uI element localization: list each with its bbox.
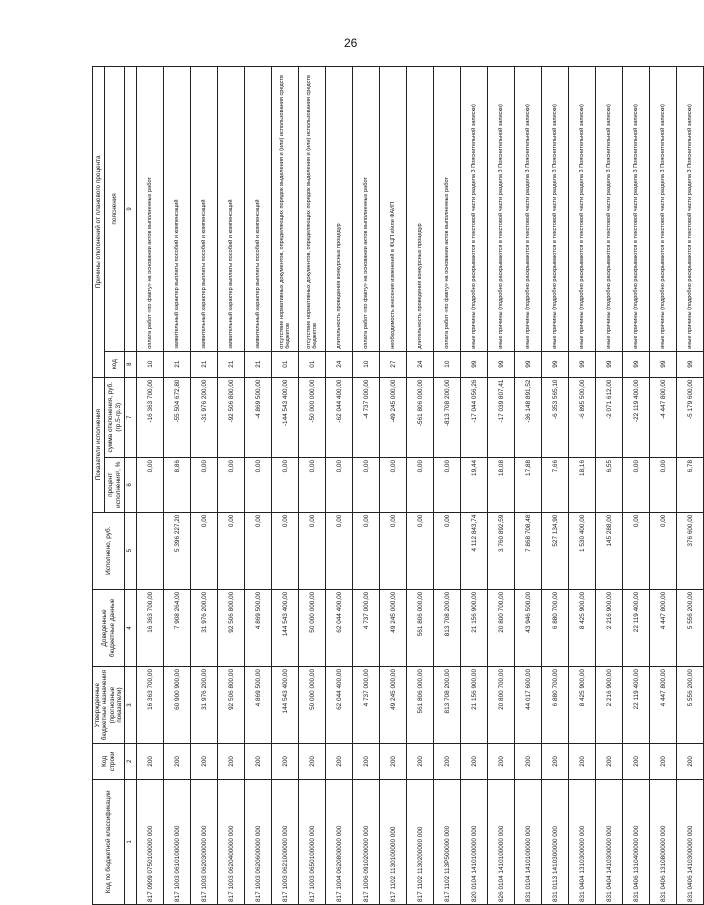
table-row <box>596 67 623 905</box>
cell-explanation: иные причины (подробно раскрываются в текстовой части раздела 3 Пояснительной записки) <box>542 67 569 352</box>
cell-percent: 0,00 <box>353 457 380 512</box>
cell-limits: 8 425 900,00 <box>569 589 596 666</box>
cell-deviation: -6 353 565,10 <box>542 377 569 457</box>
budget-deviation-table <box>92 66 704 905</box>
header-line: Код строки <box>93 744 125 779</box>
cell-reason-code: 99 <box>542 351 569 377</box>
table-row <box>380 67 407 905</box>
cell-code: 817 1102 1130100000 000 <box>380 779 407 904</box>
table-row <box>407 67 434 905</box>
cell-approved: 44 017 600,00 <box>515 667 542 744</box>
cell-deviation: -31 976 200,00 <box>191 377 218 457</box>
cell-explanation: иные причины (подробно раскрываются в текстовой части раздела 3 Пояснительной записки) <box>623 67 650 352</box>
header-approved: Утвержденные бюджетные назначения (прогнозные показатели) <box>93 667 125 744</box>
cell-reason-code: 99 <box>596 351 623 377</box>
cell-deviation: -4 869 500,00 <box>245 377 272 457</box>
table-row <box>542 67 569 905</box>
column-number: 3 <box>125 667 137 744</box>
cell-approved: 31 976 200,00 <box>191 667 218 744</box>
cell-limits: 16 363 700,00 <box>137 589 164 666</box>
cell-approved: 813 708 200,00 <box>434 667 461 744</box>
table-row <box>515 67 542 905</box>
cell-reason-code: 10 <box>353 351 380 377</box>
cell-approved: 561 806 000,00 <box>407 667 434 744</box>
cell-approved: 2 216 900,00 <box>596 667 623 744</box>
cell-percent: 7,66 <box>542 457 569 512</box>
cell-explanation: иные причины (подробно раскрываются в текстовой части раздела 3 Пояснительной записки) <box>677 67 704 352</box>
cell-approved: 144 543 400,00 <box>272 667 299 744</box>
cell-approved: 21 156 900,00 <box>461 667 488 744</box>
cell-limits: 5 556 200,00 <box>677 589 704 666</box>
cell-line: 200 <box>434 744 461 779</box>
cell-explanation: отсутствие нормативных документов, определяющих порядок выделения и (или) использования средств бюджетов <box>272 67 299 352</box>
cell-percent: 0,00 <box>299 457 326 512</box>
header-explanation: пояснения <box>104 67 124 352</box>
table-row <box>299 67 326 905</box>
cell-reason-code: 99 <box>488 351 515 377</box>
cell-limits: 92 506 800,00 <box>218 589 245 666</box>
cell-percent: 19,44 <box>461 457 488 512</box>
cell-explanation: длительность проведения конкурсных процедур <box>326 67 353 352</box>
cell-line: 200 <box>407 744 434 779</box>
cell-code: 831 0404 1410300000 000 <box>596 779 623 904</box>
header-limits: Доведенные бюджетные данные <box>93 589 125 666</box>
cell-reason-code: 21 <box>164 351 191 377</box>
cell-limits: 6 880 700,00 <box>542 589 569 666</box>
cell-line: 200 <box>164 744 191 779</box>
cell-deviation: -36 148 891,52 <box>515 377 542 457</box>
cell-line: 200 <box>596 744 623 779</box>
cell-exec: 1 530 400,00 <box>569 512 596 589</box>
cell-exec: 0,00 <box>326 512 353 589</box>
header-code: Код по бюджетной классификации <box>93 779 125 904</box>
cell-limits: 813 708 200,00 <box>434 589 461 666</box>
cell-explanation: иные причины (подробно раскрываются в текстовой части раздела 3 Пояснительной записки) <box>461 67 488 352</box>
cell-deviation: -62 044 400,00 <box>326 377 353 457</box>
cell-line: 200 <box>461 744 488 779</box>
table-row <box>650 67 677 905</box>
cell-line: 200 <box>353 744 380 779</box>
cell-approved: 16 363 700,00 <box>137 667 164 744</box>
cell-reason-code: 21 <box>218 351 245 377</box>
cell-exec <box>137 512 164 589</box>
cell-limits: 21 156 900,00 <box>461 589 488 666</box>
cell-line: 200 <box>515 744 542 779</box>
cell-percent: 0,00 <box>137 457 164 512</box>
table-row <box>245 67 272 905</box>
cell-line: 200 <box>380 744 407 779</box>
cell-deviation: -2 071 612,00 <box>596 377 623 457</box>
cell-limits: 22 119 400,00 <box>623 589 650 666</box>
table-row <box>353 67 380 905</box>
table-row <box>191 67 218 905</box>
cell-code: 817 1003 0620400000 000 <box>218 779 245 904</box>
cell-code: 817 1004 0620800000 000 <box>326 779 353 904</box>
cell-deviation: -22 119 400,00 <box>623 377 650 457</box>
cell-exec: 0,00 <box>380 512 407 589</box>
cell-deviation: -92 506 800,00 <box>218 377 245 457</box>
cell-deviation: -561 806 000,00 <box>407 377 434 457</box>
column-number: 7 <box>125 377 137 457</box>
cell-explanation: заявительный характер выплаты пособий и компенсаций <box>218 67 245 352</box>
table-row <box>623 67 650 905</box>
table-row <box>326 67 353 905</box>
cell-explanation: необходимость внесения изменений в ФЦП и/или ФАИП <box>380 67 407 352</box>
cell-approved: 4 447 800,00 <box>650 667 677 744</box>
cell-exec: 376 600,00 <box>677 512 704 589</box>
cell-approved: 50 000 000,00 <box>299 667 326 744</box>
column-number: 1 <box>125 779 137 904</box>
cell-explanation: иные причины (подробно раскрываются в текстовой части раздела 3 Пояснительной записки) <box>650 67 677 352</box>
cell-explanation: отсутствие нормативных документов, определяющих порядок выделения и (или) использования средств бюджетов <box>299 67 326 352</box>
cell-explanation: иные причины (подробно раскрываются в текстовой части раздела 3 Пояснительной записки) <box>515 67 542 352</box>
cell-code: 817 1102 113P500000 000 <box>434 779 461 904</box>
cell-approved: 4 737 000,00 <box>353 667 380 744</box>
cell-line: 200 <box>137 744 164 779</box>
cell-approved: 92 506 800,00 <box>218 667 245 744</box>
cell-reason-code: 27 <box>380 351 407 377</box>
cell-line: 200 <box>569 744 596 779</box>
cell-percent: 0,00 <box>245 457 272 512</box>
column-number: 4 <box>125 589 137 666</box>
cell-deviation: -4 447 800,00 <box>650 377 677 457</box>
cell-line: 200 <box>677 744 704 779</box>
cell-exec: 4 112 843,74 <box>461 512 488 589</box>
cell-reason-code: 24 <box>407 351 434 377</box>
cell-line: 200 <box>191 744 218 779</box>
cell-deviation: -16 363 700,00 <box>137 377 164 457</box>
column-numbers-row <box>125 67 137 905</box>
cell-explanation: оплата работ «по факту» на основании актов выполненных работ <box>434 67 461 352</box>
cell-approved: 5 556 200,00 <box>677 667 704 744</box>
cell-limits: 20 800 700,00 <box>488 589 515 666</box>
cell-explanation: оплата работ «по факту» на основании актов выполненных работ <box>137 67 164 352</box>
cell-approved: 8 425 900,00 <box>569 667 596 744</box>
cell-explanation: оплата работ «по факту» на основании актов выполненных работ <box>353 67 380 352</box>
cell-code: 831 0104 1410100000 000 <box>515 779 542 904</box>
table-row <box>272 67 299 905</box>
cell-explanation: иные причины (подробно раскрываются в текстовой части раздела 3 Пояснительной записки) <box>569 67 596 352</box>
table-row <box>461 67 488 905</box>
cell-line: 200 <box>542 744 569 779</box>
table-row <box>218 67 245 905</box>
header-indicators: Показатели исполнения <box>93 377 105 512</box>
cell-percent: 0,00 <box>650 457 677 512</box>
cell-reason-code: 99 <box>515 351 542 377</box>
cell-approved: 49 245 000,00 <box>380 667 407 744</box>
cell-code: 831 0406 1310400000 000 <box>623 779 650 904</box>
table-row <box>137 67 164 905</box>
cell-line: 200 <box>326 744 353 779</box>
cell-approved: 60 900 900,00 <box>164 667 191 744</box>
cell-line: 200 <box>272 744 299 779</box>
cell-limits: 7 908 264,00 <box>164 589 191 666</box>
cell-explanation: длительность проведения конкурсных процедур <box>407 67 434 352</box>
cell-code: 817 0909 0750100000 000 <box>137 779 164 904</box>
cell-code: 820 0104 1410100000 000 <box>461 779 488 904</box>
cell-percent: 6,55 <box>596 457 623 512</box>
cell-reason-code: 99 <box>461 351 488 377</box>
cell-code: 817 1102 1130200000 000 <box>407 779 434 904</box>
cell-exec: 0,00 <box>299 512 326 589</box>
cell-percent: 17,88 <box>515 457 542 512</box>
cell-percent: 0,00 <box>407 457 434 512</box>
cell-deviation: -50 000 000,00 <box>299 377 326 457</box>
cell-exec: 0,00 <box>407 512 434 589</box>
cell-code: 826 0104 1410100000 000 <box>488 779 515 904</box>
cell-reason-code: 99 <box>650 351 677 377</box>
cell-exec: 0,00 <box>245 512 272 589</box>
cell-deviation: -6 895 500,00 <box>569 377 596 457</box>
cell-exec: 7 868 708,48 <box>515 512 542 589</box>
page-number: 26 <box>344 36 358 50</box>
cell-explanation: иные причины (подробно раскрываются в текстовой части раздела 3 Пояснительной записки) <box>488 67 515 352</box>
cell-reason-code: 10 <box>137 351 164 377</box>
cell-exec: 3 760 892,59 <box>488 512 515 589</box>
cell-code: 817 1003 0610100000 000 <box>164 779 191 904</box>
cell-limits: 49 245 000,00 <box>380 589 407 666</box>
table-header <box>93 67 137 905</box>
cell-percent: 8,86 <box>164 457 191 512</box>
cell-exec: 0,00 <box>191 512 218 589</box>
column-number: 6 <box>125 457 137 512</box>
rotated-table-wrapper <box>92 66 694 905</box>
cell-code: 817 1006 0910200000 000 <box>353 779 380 904</box>
table-row <box>434 67 461 905</box>
cell-limits: 561 806 000,00 <box>407 589 434 666</box>
column-number: 8 <box>125 351 137 377</box>
cell-line: 200 <box>488 744 515 779</box>
cell-exec: 0,00 <box>218 512 245 589</box>
table-row <box>164 67 191 905</box>
cell-exec: 0,00 <box>353 512 380 589</box>
cell-percent: 0,00 <box>326 457 353 512</box>
cell-deviation: -55 504 672,80 <box>164 377 191 457</box>
header-percent: процент исполнения¹, % <box>104 457 124 512</box>
table-row <box>677 67 704 905</box>
cell-percent: 18,08 <box>488 457 515 512</box>
cell-exec: 527 134,90 <box>542 512 569 589</box>
cell-deviation: -49 245 000,00 <box>380 377 407 457</box>
cell-code: 817 1003 0650100000 000 <box>299 779 326 904</box>
cell-line: 200 <box>650 744 677 779</box>
cell-limits: 4 447 800,00 <box>650 589 677 666</box>
cell-percent: 0,00 <box>623 457 650 512</box>
cell-line: 200 <box>218 744 245 779</box>
cell-limits: 2 216 900,00 <box>596 589 623 666</box>
cell-line: 200 <box>299 744 326 779</box>
cell-deviation: -17 044 056,26 <box>461 377 488 457</box>
cell-approved: 62 044 400,00 <box>326 667 353 744</box>
header-reason-code: код <box>104 351 124 377</box>
cell-approved: 6 880 700,00 <box>542 667 569 744</box>
cell-line: 200 <box>245 744 272 779</box>
header-exec: Исполнено, руб. <box>93 512 125 589</box>
cell-limits: 62 044 400,00 <box>326 589 353 666</box>
cell-code: 817 1003 0620300000 000 <box>191 779 218 904</box>
table-row <box>488 67 515 905</box>
cell-percent: 18,16 <box>569 457 596 512</box>
cell-percent: 0,00 <box>380 457 407 512</box>
table-row <box>569 67 596 905</box>
cell-limits: 43 946 500,00 <box>515 589 542 666</box>
cell-approved: 20 800 700,00 <box>488 667 515 744</box>
cell-approved: 22 119 400,00 <box>623 667 650 744</box>
cell-limits: 31 976 200,00 <box>191 589 218 666</box>
column-number: 5 <box>125 512 137 589</box>
cell-limits: 50 000 000,00 <box>299 589 326 666</box>
cell-line: 200 <box>623 744 650 779</box>
cell-code: 831 0406 1310800000 000 <box>650 779 677 904</box>
cell-explanation: заявительный характер выплаты пособий и компенсаций <box>245 67 272 352</box>
cell-reason-code: 01 <box>299 351 326 377</box>
cell-reason-code: 21 <box>191 351 218 377</box>
cell-exec: 0,00 <box>272 512 299 589</box>
header-reasons: Причины отклонений от планового процента <box>93 67 105 378</box>
cell-percent: 0,00 <box>191 457 218 512</box>
cell-code: 817 1003 0621000000 000 <box>272 779 299 904</box>
cell-code: 831 0406 1410300000 000 <box>677 779 704 904</box>
cell-limits: 144 543 400,00 <box>272 589 299 666</box>
cell-deviation: -5 179 600,00 <box>677 377 704 457</box>
cell-limits: 4 869 500,00 <box>245 589 272 666</box>
table-body <box>137 67 704 905</box>
column-number: 9 <box>125 67 137 352</box>
cell-reason-code: 21 <box>245 351 272 377</box>
cell-exec: 145 288,00 <box>596 512 623 589</box>
cell-exec: 0,00 <box>434 512 461 589</box>
cell-deviation: -144 543 400,00 <box>272 377 299 457</box>
cell-explanation: заявительный характер выплаты пособий и компенсаций <box>164 67 191 352</box>
header-deviation: сумма отклонения, руб. (гр.5-гр.3) <box>104 377 124 457</box>
cell-reason-code: 01 <box>272 351 299 377</box>
cell-reason-code: 99 <box>569 351 596 377</box>
cell-deviation: -17 039 807,41 <box>488 377 515 457</box>
column-number: 2 <box>125 744 137 779</box>
cell-percent: 6,78 <box>677 457 704 512</box>
cell-limits: 4 737 000,00 <box>353 589 380 666</box>
cell-deviation: -813 708 200,00 <box>434 377 461 457</box>
cell-code: 831 0404 1310300000 000 <box>569 779 596 904</box>
cell-exec: 0,00 <box>623 512 650 589</box>
cell-reason-code: 99 <box>623 351 650 377</box>
cell-approved: 4 869 500,00 <box>245 667 272 744</box>
cell-percent: 0,00 <box>272 457 299 512</box>
cell-explanation: заявительный характер выплаты пособий и компенсаций <box>191 67 218 352</box>
cell-code: 817 1003 0620600000 000 <box>245 779 272 904</box>
cell-exec: 5 396 227,20 <box>164 512 191 589</box>
cell-exec: 0,00 <box>650 512 677 589</box>
cell-percent: 0,00 <box>218 457 245 512</box>
cell-deviation: -4 737 000,00 <box>353 377 380 457</box>
cell-explanation: иные причины (подробно раскрываются в текстовой части раздела 3 Пояснительной записки) <box>596 67 623 352</box>
cell-percent: 0,00 <box>434 457 461 512</box>
cell-reason-code: 24 <box>326 351 353 377</box>
cell-reason-code: 99 <box>677 351 704 377</box>
cell-code: 831 0113 1410300000 000 <box>542 779 569 904</box>
cell-reason-code: 10 <box>434 351 461 377</box>
